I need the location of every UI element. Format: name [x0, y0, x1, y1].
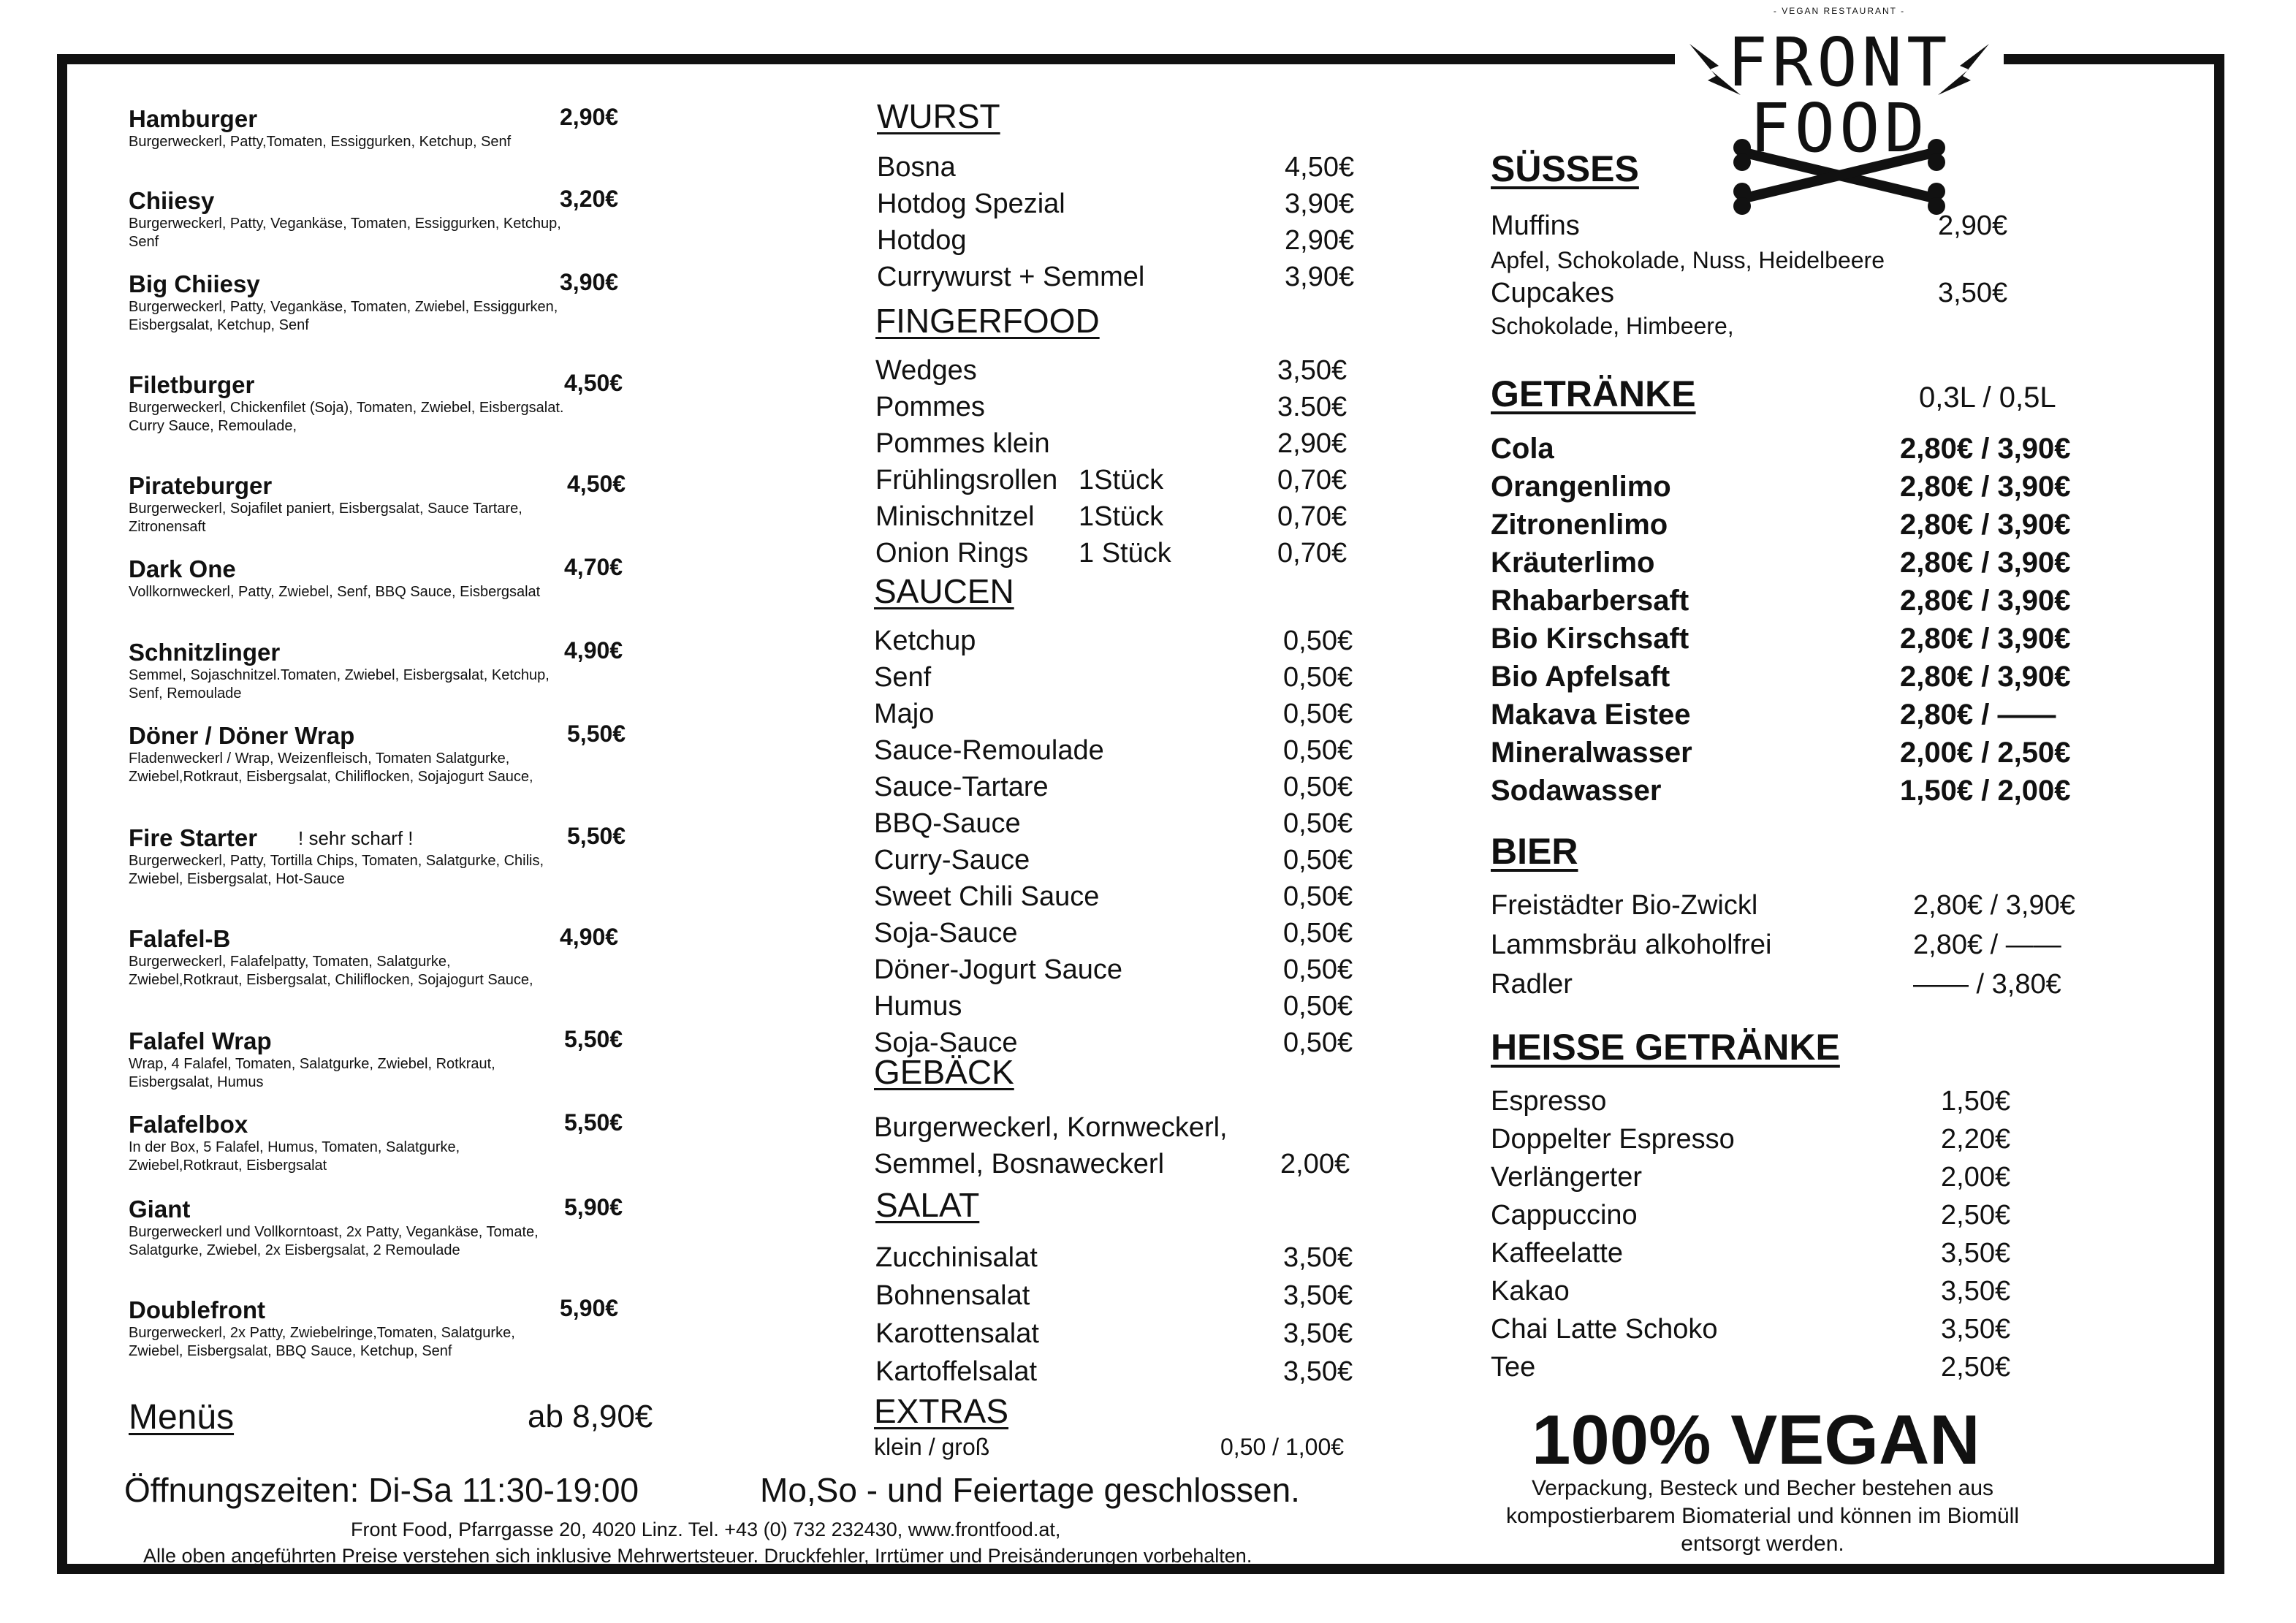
burger-price: 2,90€ — [560, 104, 619, 130]
extras-label: klein / groß — [874, 1434, 990, 1460]
burger-price: 5,90€ — [564, 1194, 623, 1220]
bier-item-name: Freistädter Bio-Zwickl — [1491, 890, 1758, 921]
saucen-item-price: 0,50€ — [1283, 662, 1353, 693]
wurst-item-name: Hotdog — [877, 225, 967, 256]
getraenke-item-price: 2,80€ / 3,90€ — [1900, 471, 2071, 503]
burger-note: ! sehr scharf ! — [298, 827, 414, 849]
heisse-item-name: Espresso — [1491, 1086, 1607, 1117]
burger-description: Burgerweckerl, 2x Patty, Zwiebelringe,Tomaten, Salatgurke, Zwiebel, Eisbergsalat, BBQ Sauce, Ketchup, Senf — [129, 1325, 515, 1359]
wurst-item-price: 2,90€ — [1285, 225, 1355, 256]
saucen-item-name: Sauce-Remoulade — [874, 735, 1104, 766]
burger-name: Falafel Wrap — [129, 1027, 272, 1054]
suesses-title: SÜSSES — [1491, 148, 1639, 189]
getraenke-item-price: 2,00€ / 2,50€ — [1900, 737, 2071, 769]
salat-item-price: 3,50€ — [1283, 1280, 1353, 1311]
burger-description: Burgerweckerl, Patty, Tortilla Chips, Tomaten, Salatgurke, Chilis, Zwiebel, Eisbergsalat, Hot-Sauce — [129, 853, 544, 887]
getraenke-item-name: Mineralwasser — [1491, 737, 1692, 769]
getraenke-item-price: 2,80€ / 3,90€ — [1900, 661, 2071, 693]
saucen-item-price: 0,50€ — [1283, 918, 1353, 949]
bier-item-price: —— / 3,80€ — [1913, 969, 2061, 1000]
burger-description: Wrap, 4 Falafel, Tomaten, Salatgurke, Zwiebel, Rotkraut, Eisbergsalat, Humus — [129, 1056, 495, 1090]
burger-price: 4,90€ — [564, 637, 623, 664]
saucen-item-price: 0,50€ — [1283, 735, 1353, 766]
burger-price: 5,50€ — [567, 721, 626, 747]
muffins-name: Muffins — [1491, 210, 1580, 241]
gebaeck-line-2: Semmel, Bosnaweckerl — [874, 1149, 1165, 1179]
heisse-item-price: 3,50€ — [1941, 1276, 2011, 1307]
heisse-item-name: Doppelter Espresso — [1491, 1124, 1735, 1155]
saucen-title: SAUCEN — [874, 572, 1014, 610]
burger-description: Burgerweckerl, Chickenfilet (Soja), Tomaten, Zwiebel, Eisbergsalat. Curry Sauce, Remoulade, — [129, 400, 564, 434]
burger-description: Burgerweckerl, Falafelpatty, Tomaten, Salatgurke, Zwiebel,Rotkraut, Eisbergsalat, Chiliflocken, Sojajogurt Sauce, — [129, 954, 533, 988]
fingerfood-title: FINGERFOOD — [875, 302, 1100, 340]
opening-hours: Öffnungszeiten: Di-Sa 11:30-19:00 — [124, 1471, 639, 1509]
burger-description: Semmel, Sojaschnitzel.Tomaten, Zwiebel, Eisbergsalat, Ketchup, Senf, Remoulade — [129, 667, 550, 702]
saucen-item-price: 0,50€ — [1283, 699, 1353, 729]
burger-price: 3,90€ — [560, 269, 619, 295]
wurst-item-name: Hotdog Spezial — [877, 189, 1065, 219]
cupcakes-name: Cupcakes — [1491, 278, 1614, 308]
fingerfood-item-price: 3.50€ — [1277, 392, 1347, 422]
burger-description: Burgerweckerl, Patty,Tomaten, Essiggurken, Ketchup, Senf — [129, 134, 512, 150]
burger-name: Falafel-B — [129, 925, 231, 952]
burger-name: Schnitzlinger — [129, 639, 281, 666]
salat-item-name: Karottensalat — [875, 1318, 1039, 1349]
fingerfood-item-name: Minischnitzel — [875, 501, 1035, 532]
cupcakes-desc: Schokolade, Himbeere, — [1491, 313, 1734, 339]
muffins-desc: Apfel, Schokolade, Nuss, Heidelbeere — [1491, 247, 1885, 273]
saucen-item-name: Curry-Sauce — [874, 845, 1030, 875]
fingerfood-item-qty: 1Stück — [1079, 465, 1164, 495]
menus-price: ab 8,90€ — [528, 1399, 653, 1434]
burger-price: 5,50€ — [567, 823, 626, 849]
heisse-item-name: Kakao — [1491, 1276, 1570, 1307]
saucen-item-name: Sweet Chili Sauce — [874, 881, 1100, 912]
burger-description: Burgerweckerl und Vollkorntoast, 2x Patty, Vegankäse, Tomate, Salatgurke, Zwiebel, 2x Eisbergsalat, 2 Remoulade — [129, 1224, 539, 1258]
logo — [1675, 0, 2004, 219]
burger-description: Burgerweckerl, Sojafilet paniert, Eisbergsalat, Sauce Tartare, Zitronensaft — [129, 501, 522, 535]
getraenke-item-price: 2,80€ / 3,90€ — [1900, 623, 2071, 655]
heisse-item-price: 3,50€ — [1941, 1314, 2011, 1345]
fingerfood-item-price: 0,70€ — [1277, 501, 1347, 532]
bier-item-price: 2,80€ / 3,90€ — [1913, 890, 2075, 921]
extras-price: 0,50 / 1,00€ — [1220, 1434, 1345, 1460]
bier-item-name: Lammsbräu alkoholfrei — [1491, 930, 1772, 960]
saucen-item-price: 0,50€ — [1283, 954, 1353, 985]
burger-price: 5,90€ — [560, 1295, 619, 1321]
burger-name: Big Chiiesy — [129, 270, 260, 297]
heisse-item-price: 2,50€ — [1941, 1352, 2011, 1383]
saucen-item-price: 0,50€ — [1283, 845, 1353, 875]
burger-description: Fladenweckerl / Wrap, Weizenfleisch, Tomaten Salatgurke, Zwiebel,Rotkraut, Eisbergsalat, Chiliflocken, Sojajogurt Sauce, — [129, 750, 533, 785]
wurst-item-price: 3,90€ — [1285, 189, 1355, 219]
getraenke-item-name: Orangenlimo — [1491, 471, 1671, 503]
getraenke-item-name: Zitronenlimo — [1491, 509, 1668, 541]
getraenke-item-name: Bio Kirschsaft — [1491, 623, 1689, 655]
address: Front Food, Pfarrgasse 20, 4020 Linz. Tel. +43 (0) 732 232430, www.frontfood.at, — [351, 1519, 1061, 1540]
extras-title: EXTRAS — [874, 1392, 1009, 1430]
wurst-item-price: 3,90€ — [1285, 262, 1355, 292]
saucen-item-name: Sauce-Tartare — [874, 772, 1049, 802]
vegan-headline: 100% VEGAN — [1532, 1401, 1980, 1479]
burger-name: Falafelbox — [129, 1111, 248, 1138]
heisse-title: HEISSE GETRÄNKE — [1491, 1027, 1840, 1068]
gebaeck-line-1: Burgerweckerl, Kornweckerl, — [874, 1112, 1228, 1143]
getraenke-item-name: Sodawasser — [1491, 775, 1662, 807]
burger-price: 4,70€ — [564, 554, 623, 580]
logo-line-1: FRONT — [1727, 23, 1952, 102]
getraenke-item-name: Cola — [1491, 433, 1554, 465]
fingerfood-item-price: 2,90€ — [1277, 428, 1347, 459]
burger-description: Burgerweckerl, Patty, Vegankäse, Tomaten, Zwiebel, Essiggurken, Eisbergsalat, Ketchup, Senf — [129, 299, 558, 333]
burger-price: 5,50€ — [564, 1109, 623, 1136]
heisse-item-name: Cappuccino — [1491, 1200, 1638, 1231]
burger-price: 4,90€ — [560, 924, 619, 950]
getraenke-item-price: 2,80€ / —— — [1900, 699, 2056, 731]
burger-name: Pirateburger — [129, 472, 273, 499]
heisse-item-name: Chai Latte Schoko — [1491, 1314, 1718, 1345]
closed-days: Mo,So - und Feiertage geschlossen. — [760, 1471, 1300, 1509]
saucen-item-price: 0,50€ — [1283, 1027, 1353, 1058]
salat-item-price: 3,50€ — [1283, 1318, 1353, 1349]
burger-name: Filetburger — [129, 371, 255, 398]
getraenke-item-name: Rhabarbersaft — [1491, 585, 1689, 617]
salat-item-price: 3,50€ — [1283, 1356, 1353, 1387]
burger-name: Döner / Döner Wrap — [129, 722, 355, 749]
getraenke-title: GETRÄNKE — [1491, 373, 1696, 414]
salat-item-name: Kartoffelsalat — [875, 1356, 1038, 1387]
heisse-item-name: Tee — [1491, 1352, 1536, 1383]
saucen-item-price: 0,50€ — [1283, 626, 1353, 656]
vegan-text: Verpackung, Besteck und Becher bestehen aus kompostierbarem Biomaterial und können im Biomüll entsorgt werden. — [1506, 1476, 2019, 1556]
fingerfood-item-name: Onion Rings — [875, 538, 1029, 569]
getraenke-item-price: 2,80€ / 3,90€ — [1900, 433, 2071, 465]
saucen-item-name: Majo — [874, 699, 935, 729]
heisse-item-price: 3,50€ — [1941, 1238, 2011, 1269]
wurst-title: WURST — [877, 97, 1000, 135]
fingerfood-item-name: Pommes — [875, 392, 985, 422]
cupcakes-price: 3,50€ — [1938, 278, 2008, 308]
salat-item-name: Bohnensalat — [875, 1280, 1030, 1311]
heisse-item-price: 2,00€ — [1941, 1162, 2011, 1193]
burger-price: 5,50€ — [564, 1026, 623, 1052]
fingerfood-item-name: Wedges — [875, 355, 977, 386]
fingerfood-item-price: 3,50€ — [1277, 355, 1347, 386]
saucen-item-name: Döner-Jogurt Sauce — [874, 954, 1123, 985]
heisse-item-price: 2,20€ — [1941, 1124, 2011, 1155]
salat-title: SALAT — [875, 1186, 980, 1224]
heisse-item-price: 2,50€ — [1941, 1200, 2011, 1231]
muffins-price: 2,90€ — [1938, 210, 2008, 241]
getraenke-item-price: 2,80€ / 3,90€ — [1900, 585, 2071, 617]
saucen-item-price: 0,50€ — [1283, 808, 1353, 839]
heisse-item-name: Verlängerter — [1491, 1162, 1643, 1193]
fingerfood-item-name: Pommes klein — [875, 428, 1050, 459]
logo-line-2: FOOD — [1749, 89, 1929, 167]
burger-price: 3,20€ — [560, 186, 619, 212]
burger-description: Vollkornweckerl, Patty, Zwiebel, Senf, BBQ Sauce, Eisbergsalat — [129, 584, 541, 600]
burger-name: Hamburger — [129, 105, 258, 132]
getraenke-item-price: 2,80€ / 3,90€ — [1900, 509, 2071, 541]
getraenke-sizes: 0,3L / 0,5L — [1919, 381, 2056, 414]
saucen-item-price: 0,50€ — [1283, 772, 1353, 802]
saucen-item-name: Ketchup — [874, 626, 976, 656]
burger-name: Doublefront — [129, 1296, 265, 1323]
bier-item-price: 2,80€ / —— — [1913, 930, 2061, 960]
wurst-item-name: Bosna — [877, 152, 956, 183]
fingerfood-item-price: 0,70€ — [1277, 538, 1347, 569]
getraenke-item-name: Makava Eistee — [1491, 699, 1691, 731]
burger-name: Chiiesy — [129, 187, 215, 214]
burger-price: 4,50€ — [564, 370, 623, 396]
saucen-item-name: Senf — [874, 662, 932, 693]
getraenke-item-price: 2,80€ / 3,90€ — [1900, 547, 2071, 579]
wurst-item-price: 4,50€ — [1285, 152, 1355, 183]
saucen-item-name: BBQ-Sauce — [874, 808, 1021, 839]
fingerfood-item-price: 0,70€ — [1277, 465, 1347, 495]
bier-item-name: Radler — [1491, 969, 1573, 1000]
heisse-item-name: Kaffeelatte — [1491, 1238, 1624, 1269]
salat-item-name: Zucchinisalat — [875, 1242, 1038, 1273]
gebaeck-title: GEBÄCK — [874, 1053, 1014, 1091]
saucen-item-name: Humus — [874, 991, 962, 1022]
fingerfood-item-qty: 1 Stück — [1079, 538, 1171, 569]
disclaimer: Alle oben angeführten Preise verstehen sich inklusive Mehrwertsteuer. Druckfehler, Irrtümer und Preisänderungen vorbehalten. — [143, 1545, 1252, 1567]
getraenke-item-price: 1,50€ / 2,00€ — [1900, 775, 2071, 807]
saucen-item-name: Soja-Sauce — [874, 918, 1018, 949]
logo-tagline: - VEGAN RESTAURANT - — [1773, 6, 1906, 16]
burger-name: Giant — [129, 1196, 191, 1223]
fingerfood-item-name: Frühlingsrollen — [875, 465, 1058, 495]
getraenke-item-name: Bio Apfelsaft — [1491, 661, 1670, 693]
saucen-item-name: Soja-Sauce — [874, 1027, 1018, 1058]
menus-label: Menüs — [129, 1398, 235, 1437]
fingerfood-item-qty: 1Stück — [1079, 501, 1164, 532]
saucen-item-price: 0,50€ — [1283, 881, 1353, 912]
heisse-item-price: 1,50€ — [1941, 1086, 2011, 1117]
gebaeck-price: 2,00€ — [1280, 1149, 1350, 1179]
wurst-item-name: Currywurst + Semmel — [877, 262, 1145, 292]
burger-description: In der Box, 5 Falafel, Humus, Tomaten, Salatgurke, Zwiebel,Rotkraut, Eisbergsalat — [129, 1139, 460, 1174]
burger-name: Dark One — [129, 555, 236, 582]
burger-price: 4,50€ — [567, 471, 626, 497]
bier-title: BIER — [1491, 831, 1578, 872]
burger-name: Fire Starter — [129, 824, 258, 851]
getraenke-item-name: Kräuterlimo — [1491, 547, 1655, 579]
salat-item-price: 3,50€ — [1283, 1242, 1353, 1273]
saucen-item-price: 0,50€ — [1283, 991, 1353, 1022]
burger-description: Burgerweckerl, Patty, Vegankäse, Tomaten, Essiggurken, Ketchup, Senf — [129, 216, 561, 250]
